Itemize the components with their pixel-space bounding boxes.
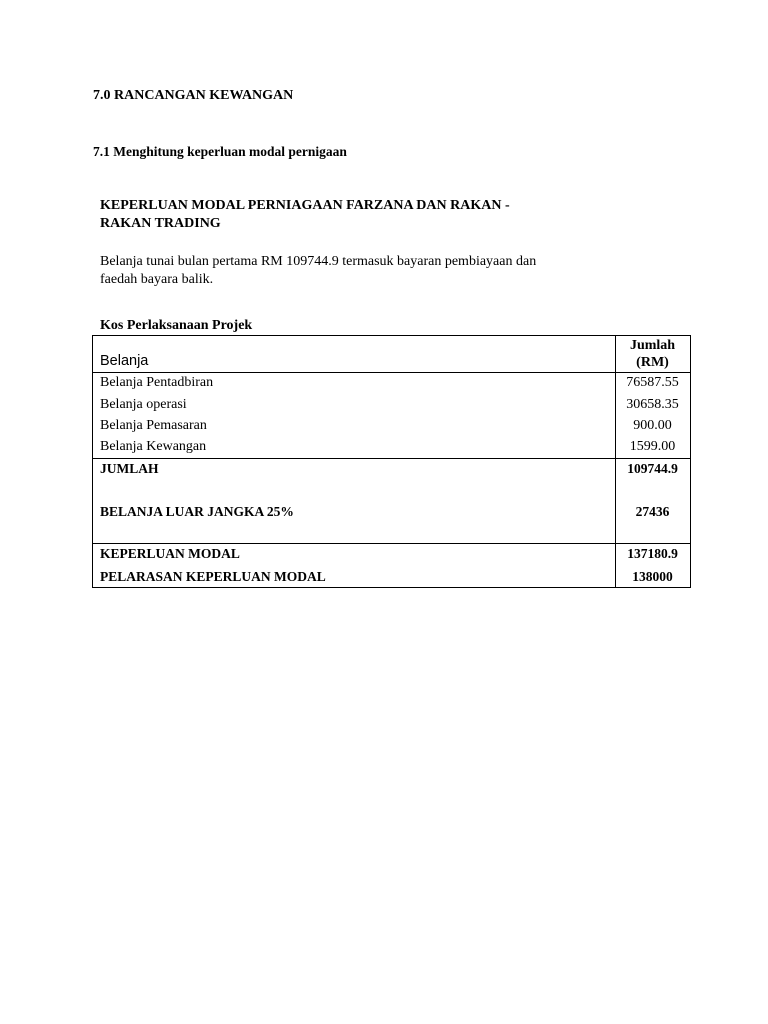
subsection-title: 7.1 Menghitung keperluan modal pernigaan xyxy=(93,144,347,159)
total-label: JUMLAH xyxy=(100,461,159,476)
block-heading-line-2: RAKAN TRADING xyxy=(100,216,221,231)
block-heading xyxy=(100,197,510,233)
table-caption: Kos Perlaksanaan Projek xyxy=(100,318,253,333)
expense-amount: 76587.55 xyxy=(626,375,679,390)
expense-amount: 900.00 xyxy=(633,418,672,433)
expense-amount: 1599.00 xyxy=(629,439,676,454)
header-item: Belanja xyxy=(100,353,149,369)
header-divider xyxy=(93,372,690,373)
header-amount xyxy=(615,337,690,371)
rounded-capital-label: PELARASAN KEPERLUAN MODAL xyxy=(100,569,326,584)
intro-line-1: Belanja tunai bulan pertama RM 109744.9 termasuk bayaran pembiayaan dan xyxy=(100,254,537,269)
total-divider xyxy=(93,458,690,459)
expense-label: Belanja Pemasaran xyxy=(100,418,207,433)
header-amount-line-1: Jumlah xyxy=(629,338,676,353)
contingency-label: BELANJA LUAR JANGKA 25% xyxy=(100,504,294,519)
expense-label: Belanja Pentadbiran xyxy=(100,375,214,390)
intro-paragraph xyxy=(100,253,536,289)
cost-table xyxy=(92,335,691,588)
expense-amount: 30658.35 xyxy=(626,397,679,412)
capital-divider xyxy=(93,543,690,544)
capital-requirement-label: KEPERLUAN MODAL xyxy=(100,546,240,561)
expense-label: Belanja operasi xyxy=(100,397,187,412)
contingency-amount: 27436 xyxy=(635,504,670,519)
header-amount-line-2: (RM) xyxy=(636,355,669,370)
total-amount: 109744.9 xyxy=(627,461,678,476)
section-title: 7.0 RANCANGAN KEWANGAN xyxy=(93,88,294,103)
block-heading-line-1: KEPERLUAN MODAL PERNIAGAAN FARZANA DAN RAKAN - xyxy=(100,198,510,213)
expense-label: Belanja Kewangan xyxy=(100,439,207,454)
rounded-capital-amount: 138000 xyxy=(632,569,673,584)
capital-requirement-amount: 137180.9 xyxy=(627,546,678,561)
intro-line-2: faedah bayara balik. xyxy=(100,272,214,287)
